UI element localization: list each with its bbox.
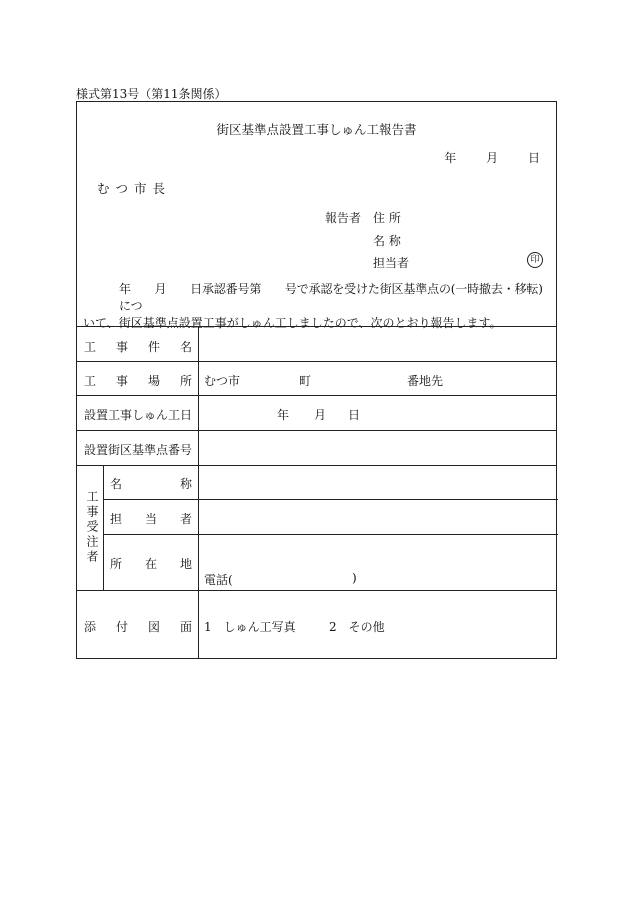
phone-close: ) [352, 571, 357, 585]
completion-month: 月 [314, 408, 327, 422]
row-divider [77, 465, 556, 466]
row-divider [77, 395, 556, 396]
completion-year: 年 [277, 408, 290, 422]
reporter-person-label: 担当者 [373, 256, 410, 270]
row-divider [103, 499, 558, 500]
completion-date-label: 設置工事しゅん工日 [84, 408, 193, 422]
row-divider [77, 590, 556, 591]
form-title: 街区基準点設置工事しゅん工報告書 [216, 122, 417, 137]
work-place-banchi: 番地先 [407, 374, 444, 388]
contractor-location-label: 所 在 地 [110, 557, 192, 571]
body-line-1: 年 月 日承認番号第 号で承認を受けた街区基準点の(一時撤去・移転)につ [119, 282, 543, 313]
attachments-label: 添 付 図 面 [84, 620, 192, 634]
form-number-label: 様式第13号（第11条関係） [76, 87, 227, 101]
column-divider [103, 465, 104, 590]
completion-day: 日 [348, 408, 361, 422]
report-body [83, 281, 553, 332]
work-place-city: むつ市 [204, 374, 241, 388]
seal-icon: 印 [527, 252, 543, 268]
body-line-2: いて、街区基準点設置工事がしゅん工しましたので、次のとおり報告します。 [83, 316, 502, 330]
row-divider [77, 361, 556, 362]
work-name-label: 工 事 件 名 [84, 340, 192, 354]
row-divider [77, 430, 556, 431]
date-month: 月 [486, 151, 499, 165]
row-divider [103, 534, 558, 535]
report-form [76, 101, 557, 659]
contractor-label: 工事受注者 [85, 490, 99, 565]
reporter-name-label: 名 称 [373, 234, 401, 248]
date-day: 日 [527, 151, 540, 165]
attachment-photos: 1 しゅん工写真 [204, 620, 296, 634]
work-place-label: 工 事 場 所 [84, 374, 192, 388]
attachment-other: 2 その他 [329, 620, 385, 634]
table-top-line [77, 326, 556, 327]
contractor-name-label: 名 称 [110, 477, 192, 491]
phone-label: 電話( [204, 573, 233, 587]
point-number-label: 設置街区基準点番号 [84, 443, 193, 457]
date-year: 年 [444, 151, 457, 165]
column-divider [198, 326, 199, 659]
addressee: むつ市長 [97, 181, 172, 196]
report-date [444, 149, 540, 166]
reporter-label: 報告者 [325, 211, 362, 225]
work-place-town: 町 [299, 374, 312, 388]
reporter-address-label: 住 所 [373, 211, 401, 225]
contractor-person-label: 担 当 者 [110, 512, 192, 526]
